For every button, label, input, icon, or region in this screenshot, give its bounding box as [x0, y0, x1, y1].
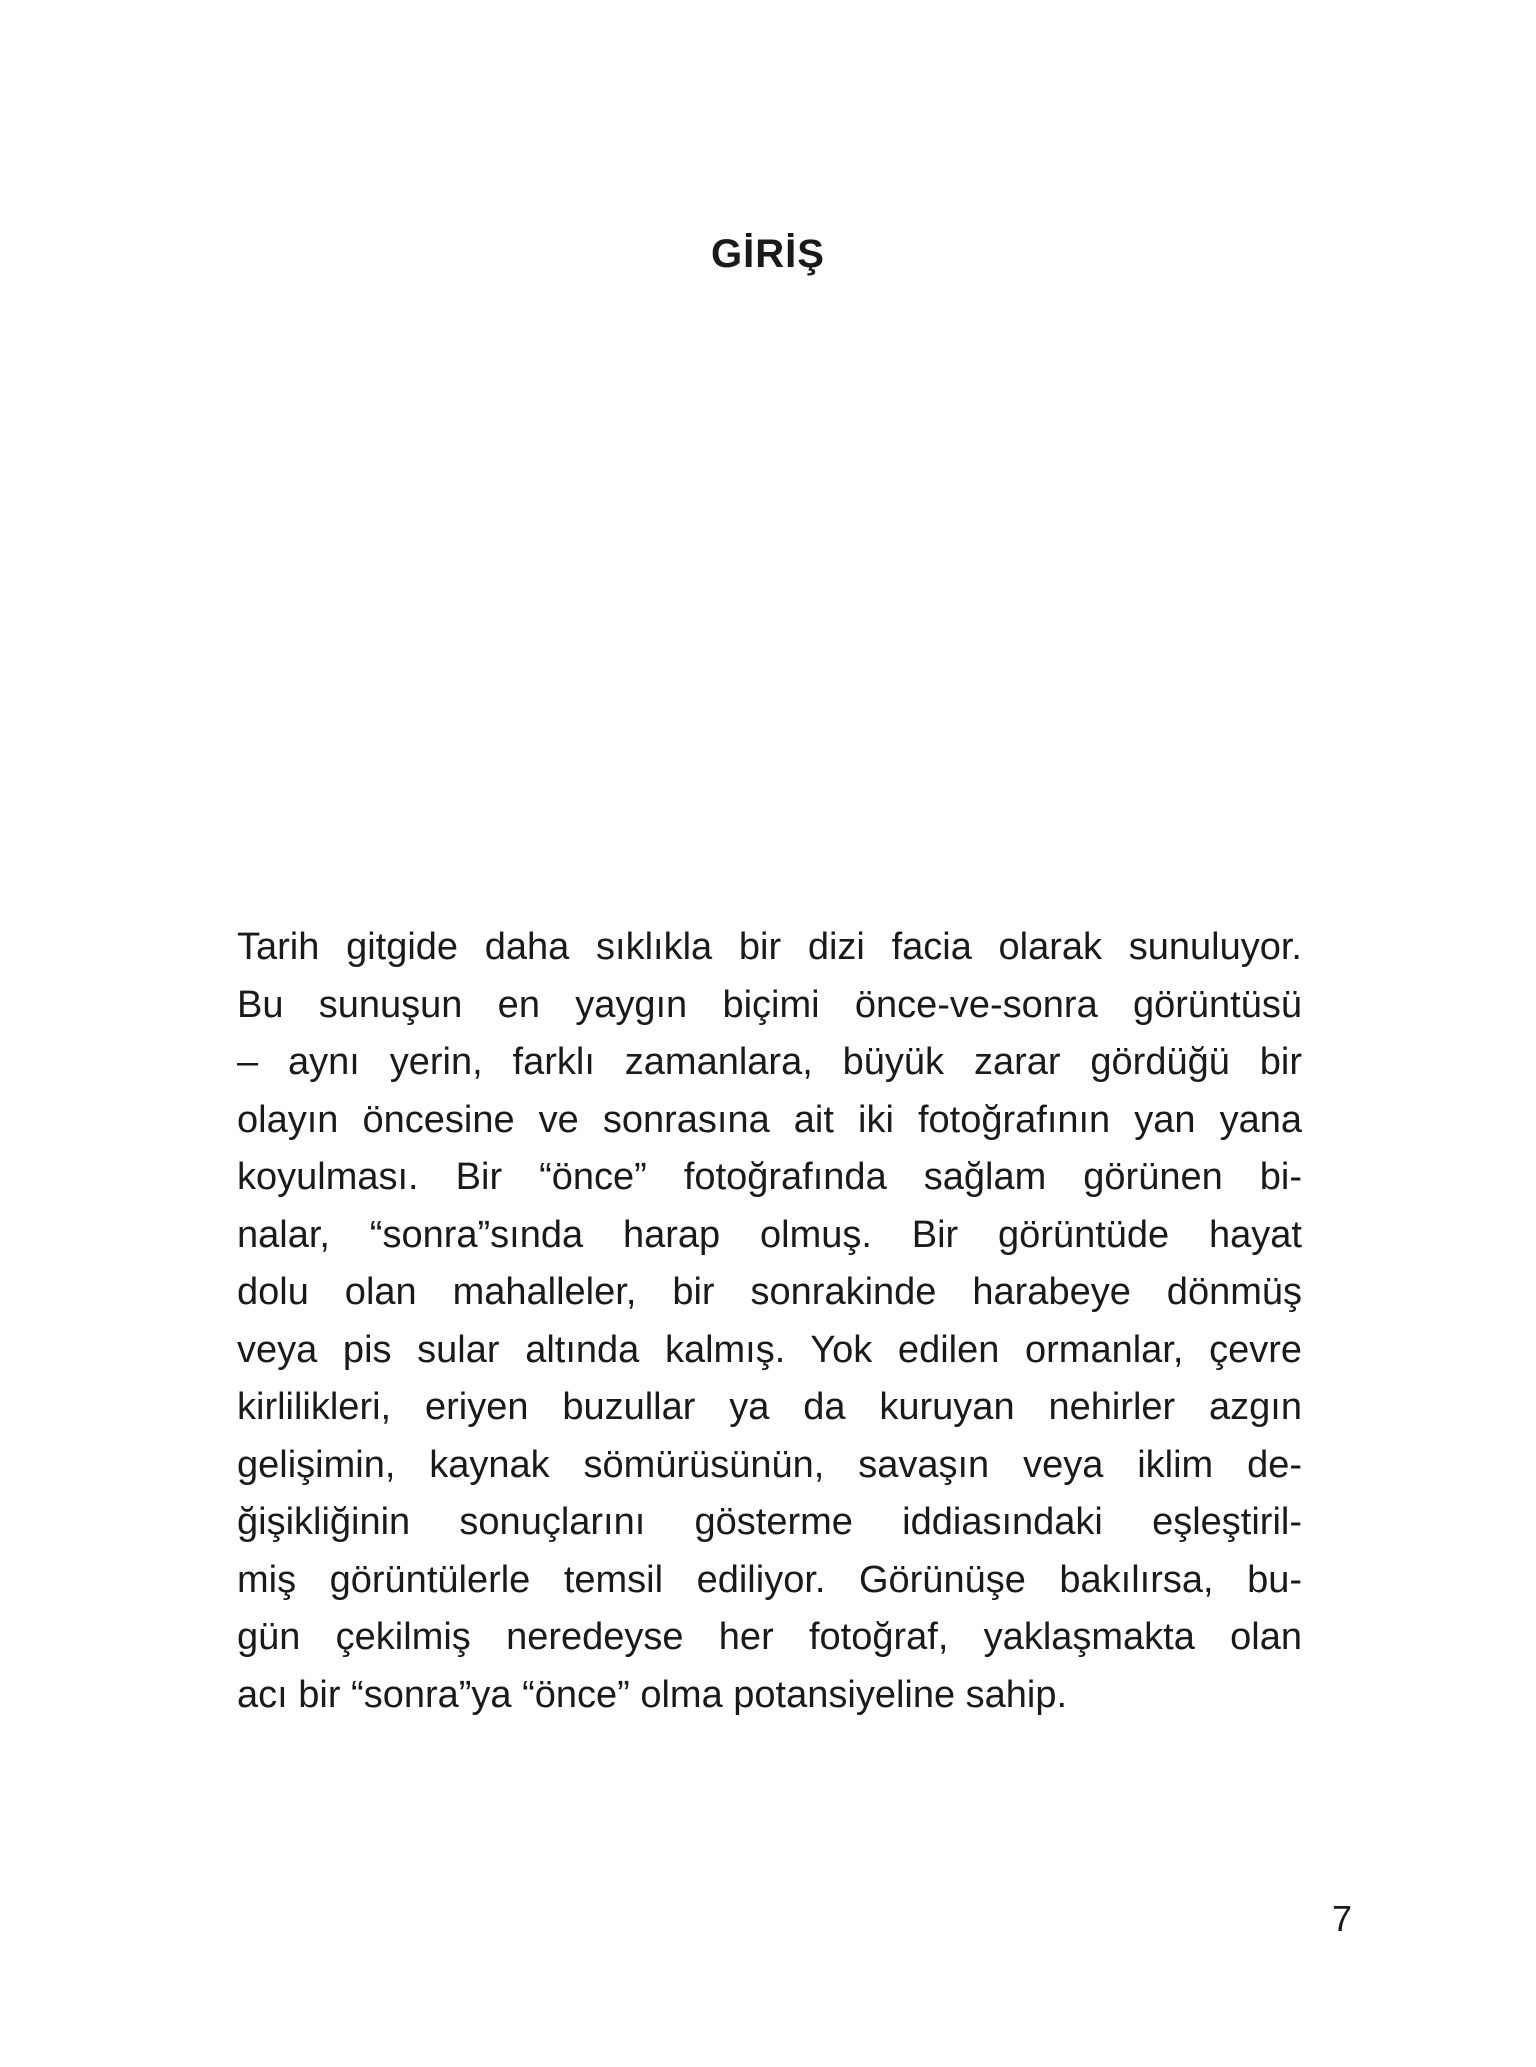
- paragraph-line: koyulması. Bir “önce” fotoğrafında sağlam görünen bi-: [237, 1156, 1302, 1198]
- body-paragraph: [237, 919, 1302, 1724]
- paragraph-line: Bu sunuşun en yaygın biçimi önce-ve-sonra görüntüsü: [237, 983, 1302, 1026]
- chapter-title: GİRİŞ: [711, 232, 825, 276]
- paragraph-line: nalar, “sonra”sında harap olmuş. Bir görüntüde hayat: [237, 1213, 1302, 1256]
- paragraph-line: Tarih gitgide daha sıklıkla bir dizi facia olarak sunuluyor.: [237, 926, 1302, 968]
- paragraph-line: gelişimin, kaynak sömürüsünün, savaşın veya iklim de-: [237, 1443, 1302, 1486]
- paragraph-line: – aynı yerin, farklı zamanlara, büyük zarar gördüğü bir: [237, 1041, 1302, 1083]
- paragraph-line: dolu olan mahalleler, bir sonrakinde harabeye dönmüş: [237, 1271, 1302, 1313]
- page-number: 7: [1332, 1898, 1353, 1939]
- paragraph-line: kirlilikleri, eriyen buzullar ya da kuruyan nehirler azgın: [237, 1386, 1302, 1428]
- paragraph-line: miş görüntülerle temsil ediliyor. Görünüşe bakılırsa, bu-: [237, 1558, 1302, 1601]
- paragraph-line: gün çekilmiş neredeyse her fotoğraf, yaklaşmakta olan: [237, 1616, 1302, 1658]
- paragraph-line: ğişikliğinin sonuçlarını gösterme iddiasındaki eşleştiril-: [237, 1501, 1302, 1543]
- paragraph-line: acı bir “sonra”ya “önce” olma potansiyeline sahip.: [237, 1673, 1068, 1716]
- paragraph-line: olayın öncesine ve sonrasına ait iki fotoğrafının yan yana: [237, 1098, 1302, 1141]
- paragraph-line: veya pis sular altında kalmış. Yok edilen ormanlar, çevre: [237, 1328, 1302, 1371]
